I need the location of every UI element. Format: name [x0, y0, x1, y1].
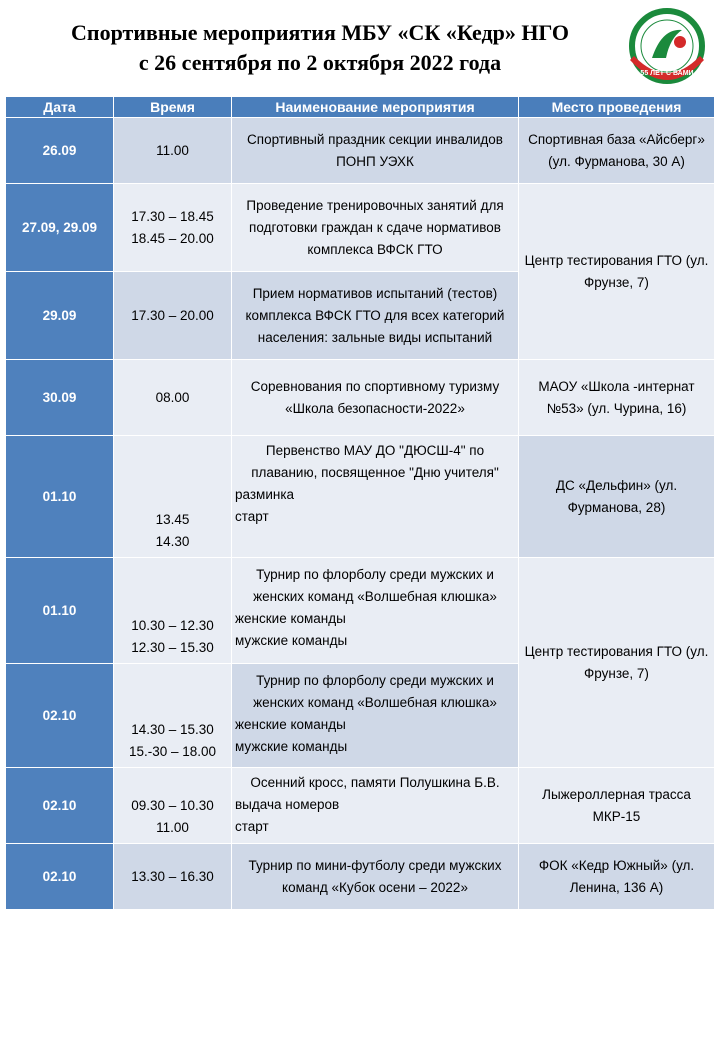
- column-header-event: Наименование мероприятия: [232, 97, 519, 118]
- event-subitem: мужские команды: [235, 739, 348, 754]
- event-cell: [232, 768, 519, 844]
- time-cell: [114, 664, 232, 768]
- place-cell: Центр тестирования ГТО (ул. Фрунзе, 7): [519, 184, 715, 360]
- page-title: [0, 18, 640, 78]
- time-start: 17.30 – 18.45: [131, 208, 214, 224]
- date-cell: 30.09: [6, 360, 114, 436]
- event-subitem: выдача номеров: [235, 797, 340, 812]
- date-cell: 02.10: [6, 664, 114, 768]
- place-cell: ДС «Дельфин» (ул. Фурманова, 28): [519, 436, 715, 558]
- title-line-2: с 26 сентября по 2 октября 2022 года: [138, 50, 502, 75]
- table-row: [6, 118, 715, 184]
- events-table: [5, 96, 715, 910]
- club-logo: [622, 8, 712, 88]
- place-cell: Лыжероллерная трасса МКР-15: [519, 768, 715, 844]
- event-subitem: старт: [235, 509, 269, 524]
- title-line-1: Спортивные мероприятия МБУ «СК «Кедр» НГО: [71, 20, 569, 45]
- date-cell: 29.09: [6, 272, 114, 360]
- event-cell: [232, 436, 519, 558]
- time-cell: [114, 558, 232, 664]
- event-subitem: женские команды: [235, 717, 346, 732]
- table-row: [6, 360, 715, 436]
- time-start: 09.30 – 10.30: [131, 798, 214, 813]
- event-title: Осенний кросс, памяти Полушкина Б.В.: [250, 775, 500, 790]
- time-cell: [114, 768, 232, 844]
- table-header-row: [6, 97, 715, 118]
- event-title: Турнир по флорболу среди мужских и женских команд «Волшебная клюшка»: [253, 567, 497, 604]
- date-cell: 02.10: [6, 844, 114, 910]
- table-row: [6, 436, 715, 558]
- event-cell: Спортивный праздник секции инвалидов ПОНП УЭХК: [232, 118, 519, 184]
- place-cell: Центр тестирования ГТО (ул. Фрунзе, 7): [519, 558, 715, 768]
- date-cell: 01.10: [6, 558, 114, 664]
- time-cell: 08.00: [114, 360, 232, 436]
- table-row: [6, 184, 715, 272]
- date-cell: 26.09: [6, 118, 114, 184]
- event-cell: [232, 664, 519, 768]
- time-cell: 11.00: [114, 118, 232, 184]
- time-start: 14.30 – 15.30: [131, 722, 214, 737]
- column-header-place: Место проведения: [519, 97, 715, 118]
- date-cell: 01.10: [6, 436, 114, 558]
- time-start: 13.45: [155, 512, 190, 527]
- event-subitem: старт: [235, 819, 269, 834]
- time-cell: [114, 436, 232, 558]
- column-header-time: Время: [114, 97, 232, 118]
- event-cell: Проведение тренировочных занятий для подготовки граждан к сдаче нормативов комплекса ВФСК ГТО: [232, 184, 519, 272]
- time-end: 11.00: [156, 820, 189, 835]
- event-subitem: женские команды: [235, 611, 346, 626]
- table-row: [6, 768, 715, 844]
- column-header-date: Дата: [6, 97, 114, 118]
- event-cell: [232, 558, 519, 664]
- place-cell: Спортивная база «Айсберг» (ул. Фурманова, 30 А): [519, 118, 715, 184]
- time-end: 12.30 – 15.30: [131, 640, 214, 655]
- event-cell: Прием нормативов испытаний (тестов) комплекса ВФСК ГТО для всех категорий населения: зальные виды испытаний: [232, 272, 519, 360]
- time-end: 18.45 – 20.00: [131, 230, 214, 246]
- time-end: 14.30: [155, 534, 190, 549]
- date-cell: 02.10: [6, 768, 114, 844]
- place-cell: МАОУ «Школа -интернат №53» (ул. Чурина, 16): [519, 360, 715, 436]
- place-cell: ФОК «Кедр Южный» (ул. Ленина, 136 А): [519, 844, 715, 910]
- event-cell: Турнир по мини-футболу среди мужских команд «Кубок осени – 2022»: [232, 844, 519, 910]
- event-subitem: разминка: [235, 487, 295, 502]
- event-title: Турнир по флорболу среди мужских и женских команд «Волшебная клюшка»: [253, 673, 497, 710]
- time-end: 15.-30 – 18.00: [128, 744, 217, 759]
- table-row: [6, 558, 715, 664]
- logo-caption: 55 ЛЕТ С ВАМИ: [640, 70, 694, 77]
- date-cell: 27.09, 29.09: [6, 184, 114, 272]
- table-row: [6, 844, 715, 910]
- event-subitem: мужские команды: [235, 633, 348, 648]
- time-start: 10.30 – 12.30: [131, 618, 214, 633]
- event-cell: Соревнования по спортивному туризму «Школа безопасности-2022»: [232, 360, 519, 436]
- event-title: Первенство МАУ ДО "ДЮСШ-4" по плаванию, посвященное "Дню учителя": [251, 443, 499, 480]
- time-cell: 13.30 – 16.30: [114, 844, 232, 910]
- time-cell: [114, 184, 232, 272]
- time-cell: 17.30 – 20.00: [114, 272, 232, 360]
